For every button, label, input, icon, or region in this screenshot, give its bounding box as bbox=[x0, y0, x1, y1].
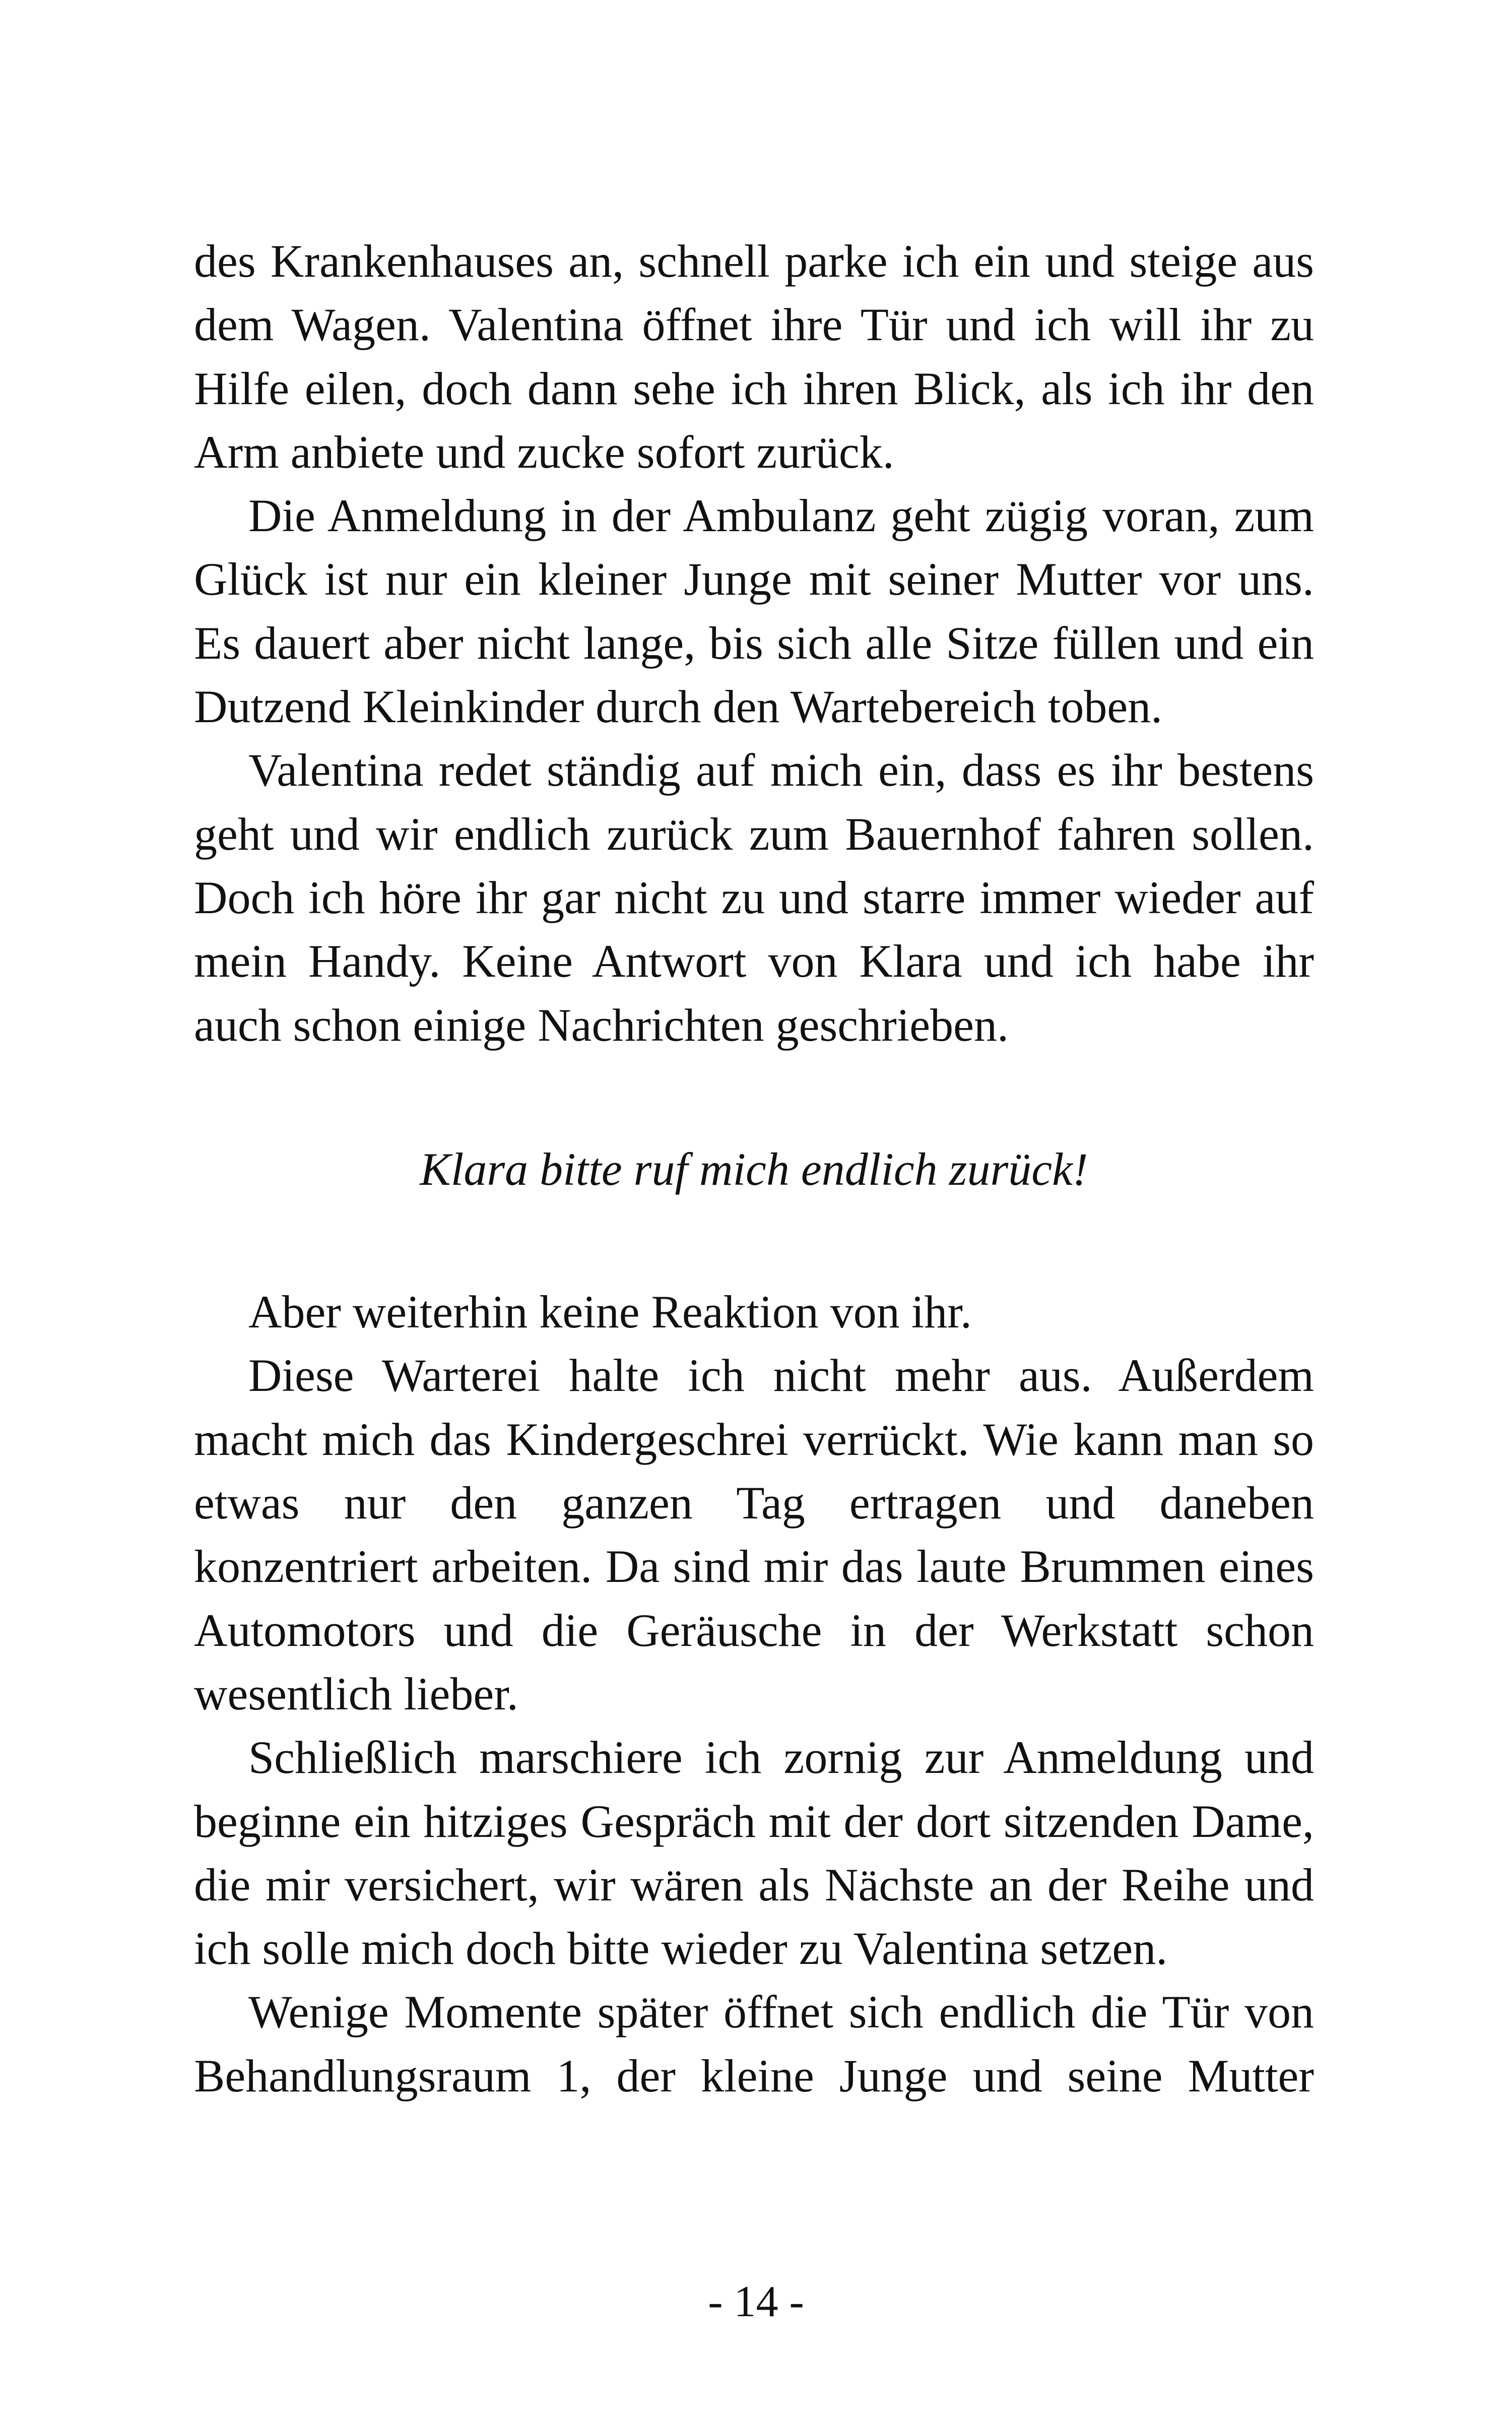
paragraph: Aber weiterhin keine Reaktion von ihr. bbox=[248, 1286, 972, 1338]
paragraph: Diese Warterei halte ich nicht mehr aus. Außerdem macht mich das Kindergeschrei verrückt. Wie kann man so etwas nur den ganzen Tag ertragen und daneben konzentriert arbeiten. Da sind mir das laute Brummen eines Automotors und die Geräusche in der Werkstatt schon wesentlich lieber. bbox=[194, 1350, 1314, 1720]
paragraph-continuation: des Krankenhauses an, schnell parke ich ein und steige aus dem Wagen. Valentina öffnet ihre Tür und ich will ihr zu Hilfe eilen, doch dann sehe ich ihren Blick, als ich ihr den Arm anbiete und zucke sofort zurück. bbox=[194, 235, 1314, 478]
paragraph-continues: Wenige Momente später öffnet sich endlich die Tür von Behandlungsraum 1, der kleine Junge und seine Mutter bbox=[194, 1986, 1314, 2101]
page-number: - 14 - bbox=[708, 2277, 804, 2326]
paragraph: Schließlich marschiere ich zornig zur Anmeldung und beginne ein hitziges Gespräch mit der dort sitzenden Dame, die mir versichert, wir wären als Nächste an der Reihe und ich solle mich doch bitte wieder zu Valentina setzen. bbox=[194, 1732, 1314, 1975]
page-body bbox=[194, 229, 1314, 2108]
paragraph: Valentina redet ständig auf mich ein, dass es ihr bestens geht und wir endlich zurück zum Bauernhof fahren sollen. Doch ich höre ihr gar nicht zu und starre immer wieder auf mein Handy. Keine Antwort von Klara und ich habe ihr auch schon einige Nachrichten geschrieben. bbox=[194, 744, 1314, 1051]
italic-thought: Klara bitte ruf mich endlich zurück! bbox=[420, 1143, 1088, 1195]
paragraph: Die Anmeldung in der Ambulanz geht zügig voran, zum Glück ist nur ein kleiner Junge mit seiner Mutter vor uns. Es dauert aber nicht lange, bis sich alle Sitze füllen und ein Dutzend Kleinkinder durch den Wartebereich toben. bbox=[194, 490, 1314, 733]
